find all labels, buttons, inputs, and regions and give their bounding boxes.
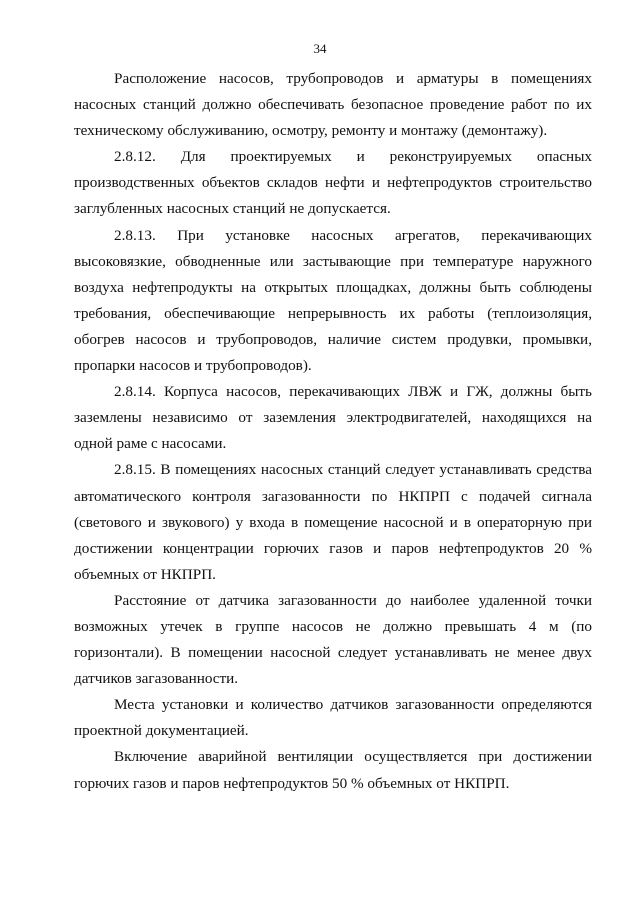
paragraph-2-8-15: 2.8.15. В помещениях насосных станций следует устанавливать средства автоматического контроля загазованности по НКПРП с подачей сигнала (светового и звукового) у входа в помещение насосной и в операторную при достижении концентрации горючих газов и паров нефтепродуктов 20 % объемных от НКПРП. xyxy=(74,461,592,583)
paragraph-pump-placement: Расположение насосов, трубопроводов и арматуры в помещениях насосных станций должно обеспечивать безопасное проведение работ по их техническому обслуживанию, осмотру, ремонту и монтажу (демонтажу). xyxy=(74,70,592,140)
paragraph-2-8-12: 2.8.12. Для проектируемых и реконструируемых опасных производственных объектов складов нефти и нефтепродуктов строительство заглубленных насосных станций не допускается. xyxy=(74,148,592,218)
paragraph-sensor-distance: Расстояние от датчика загазованности до наиболее удаленной точки возможных утечек в группе насосов не должно превышать 4 м (по горизонтали). В помещении насосной следует устанавливать не менее двух датчиков загазованности. xyxy=(74,591,592,688)
paragraph-sensor-locations: Места установки и количество датчиков загазованности определяются проектной документацией. xyxy=(74,696,592,740)
paragraph-2-8-13: 2.8.13. При установке насосных агрегатов, перекачивающих высоковязкие, обводненные или застывающие при температуре наружного воздуха нефтепродукты на открытых площадках, должны быть соблюдены требования, обеспечивающие непрерывность их работы (теплоизоляция, обогрев насосов и трубопроводов, наличие систем продувки, промывки, пропарки насосов и трубопроводов). xyxy=(74,226,592,375)
page-number: 34 xyxy=(313,41,327,56)
paragraph-2-8-14: 2.8.14. Корпуса насосов, перекачивающих ЛВЖ и ГЖ, должны быть заземлены независимо от заземления электродвигателей, находящихся на одной раме с насосами. xyxy=(74,383,592,453)
paragraph-emergency-ventilation: Включение аварийной вентиляции осуществляется при достижении горючих газов и паров нефтепродуктов 50 % объемных от НКПРП. xyxy=(74,748,592,792)
document-body xyxy=(74,66,592,797)
